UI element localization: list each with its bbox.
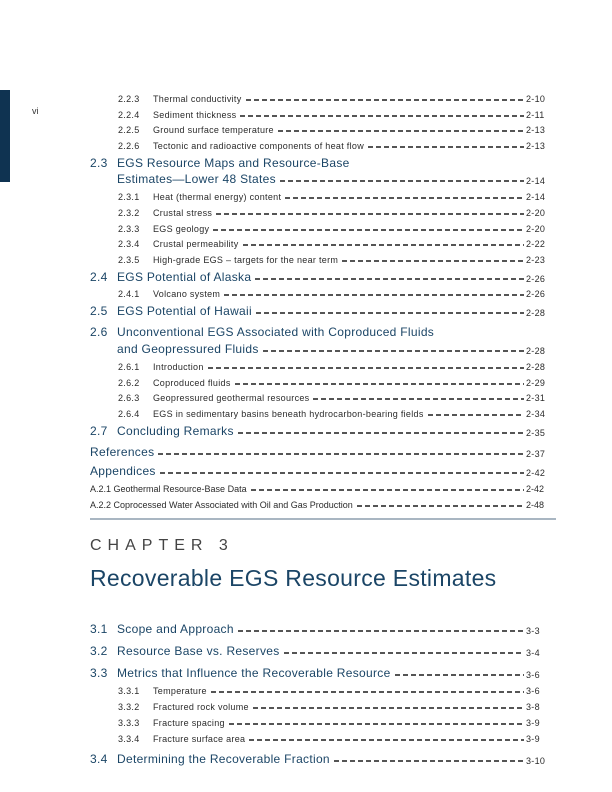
dot-leader [158,453,524,455]
toc-entry-number: 3.1 [90,622,108,636]
toc-entry-number: 2.6.1 [118,361,140,372]
toc-entry-page: 3-3 [526,626,540,636]
toc-entry-page: 2-28 [526,361,546,372]
toc-entry-page: 3-9 [526,734,540,744]
toc-entry-title: Crustal permeability [153,239,239,250]
toc-entry-number: 3.3.4 [118,734,140,744]
toc-entry-title: Fractured rock volume [153,702,249,712]
dot-leader [251,489,524,491]
dot-leader [334,760,524,762]
dot-leader [211,691,524,693]
toc-entry-title: EGS Potential of Hawaii [117,303,252,318]
toc-entry[interactable] [90,120,550,136]
dot-leader [229,723,524,725]
toc-entry-page: 2-23 [526,255,546,266]
dot-leader [249,739,524,741]
toc-entry-page: 2-42 [526,467,546,478]
toc-entry-number: 2.2.6 [118,141,140,152]
toc-chapter-3 [90,614,550,766]
toc-entry-title: Crustal stress [153,207,213,218]
toc-entry-title: Heat (thermal energy) content [153,191,282,202]
toc-entry-page: 2-31 [526,393,546,404]
toc-entry-title: Appendices [90,463,156,478]
toc-entry-page: 2-35 [526,427,546,438]
toc-entry-page: 2-14 [526,176,546,187]
toc-entry-title: Concluding Remarks [117,423,234,438]
toc-entry-number: 3.3 [90,666,108,680]
toc-entry-title: Introduction [153,361,204,372]
toc-entry[interactable] [90,443,550,460]
toc-entry-number: 2.3.1 [118,191,140,202]
toc-entry-number: 2.5 [90,303,108,318]
toc-entry[interactable] [90,88,550,104]
toc-entry[interactable] [90,660,550,680]
toc-entry-number: 3.3.1 [118,686,140,696]
toc-entry[interactable] [90,494,550,510]
toc-entry-page: 2-48 [526,499,545,510]
toc-entry-page: 2-42 [526,483,545,494]
toc-entry-title: Coproduced fluids [153,377,231,388]
toc-entry-number: 2.6.4 [118,409,140,420]
toc-entry[interactable] [90,170,550,187]
toc-entry-number: 2.3.5 [118,255,140,266]
toc-entry-page: 3-4 [526,648,540,658]
dot-leader [256,312,524,314]
toc-entry[interactable] [90,461,550,478]
toc-entry-number: 2.6 [90,325,108,340]
toc-entry-page: 2-28 [526,307,546,318]
page-number: vi [32,106,39,116]
toc-entry-page: 2-10 [526,93,546,104]
toc-entry-number: 2.3.3 [118,223,140,234]
dot-leader [368,146,524,148]
toc-entry-title: High-grade EGS – targets for the near term [153,255,339,266]
toc-entry-page: 2-28 [526,345,546,356]
dot-leader [428,414,524,416]
toc-entry-page: 3-10 [526,756,546,766]
dot-leader [238,630,524,632]
toc-entry[interactable] [90,616,550,636]
toc-entry[interactable] [90,301,550,318]
dot-leader [160,472,524,474]
toc-entry-page: 2-34 [526,409,546,420]
toc-entry[interactable] [90,234,550,250]
toc-entry[interactable] [90,267,550,284]
dot-leader [253,707,524,709]
toc-entry-title: Resource Base vs. Reserves [117,644,280,658]
toc-entry-title: Fracture surface area [153,734,246,744]
toc-entry-page: 3-9 [526,718,540,728]
toc-entry-number: 2.2.5 [118,125,140,136]
toc-entry[interactable] [90,728,550,744]
toc-chapter-2 [90,88,550,510]
chapter-tab-bar [0,90,10,182]
chapter-title: Recoverable EGS Resource Estimates [90,565,497,591]
toc-entry-page: 2-13 [526,141,546,152]
dot-leader [285,197,524,199]
toc-entry[interactable] [90,388,550,404]
toc-entry-title: Tectonic and radioactive components of heat flow [153,141,365,152]
toc-entry-title: A.2.2 Coprocessed Water Associated with Oil and Gas Production [90,499,353,510]
toc-entry-title: Fracture spacing [153,718,225,728]
toc-entry-title: Temperature [153,686,207,696]
toc-entry-title: Unconventional EGS Associated with Coproduced Fluids [117,325,435,340]
toc-entry-title: EGS Resource Maps and Resource-Base [117,155,350,170]
dot-leader [395,674,524,676]
toc-entry[interactable] [90,478,550,494]
toc-entry-title: Metrics that Influence the Recoverable Resource [117,666,391,680]
dot-leader [263,350,524,352]
toc-entry[interactable] [90,680,550,696]
dot-leader [213,229,524,231]
divider [90,518,556,520]
toc-entry-number: 2.3.4 [118,239,140,250]
toc-entry-page: 2-37 [526,449,546,460]
toc-entry-page: 2-26 [526,289,546,300]
toc-entry[interactable] [90,638,550,658]
toc-entry-number: 3.2 [90,644,108,658]
toc-entry-number: 2.4 [90,269,108,284]
dot-leader [284,652,524,654]
toc-entry-title: EGS geology [153,223,210,234]
toc-entry-line [90,153,550,170]
toc-entry-number: 3.3.3 [118,718,140,728]
dot-leader [238,432,524,434]
dot-leader [278,130,524,132]
toc-entry-title: Determining the Recoverable Fraction [117,752,330,766]
toc-entry-title-continued: and Geopressured Fluids [117,341,259,356]
toc-entry[interactable] [90,356,550,372]
toc-entry-number: 2.3.2 [118,207,140,218]
toc-entry-page: 2-22 [526,239,546,250]
toc-entry-page: 3-6 [526,670,540,680]
dot-leader [224,294,524,296]
toc-entry-title: Ground surface temperature [153,125,274,136]
toc-entry[interactable] [90,421,550,438]
toc-entry[interactable] [90,249,550,265]
toc-entry-page: 2-20 [526,207,546,218]
dot-leader [240,115,524,117]
toc-entry[interactable] [90,712,550,728]
toc-entry-page: 2-20 [526,223,546,234]
toc-entry[interactable] [90,218,550,234]
toc-entry-page: 3-8 [526,702,540,712]
toc-entry[interactable] [90,202,550,218]
toc-entry[interactable] [90,104,550,120]
toc-entry-number: 3.4 [90,752,108,766]
dot-leader [313,398,524,400]
dot-leader [243,244,524,246]
toc-entry-page: 3-6 [526,686,540,696]
toc-entry-title: Scope and Approach [117,622,234,636]
toc-entry-page: 2-29 [526,377,546,388]
toc-entry[interactable] [90,372,550,388]
toc-entry[interactable] [90,403,550,419]
dot-leader [342,260,524,262]
dot-leader [208,367,524,369]
toc-entry-number: 3.3.2 [118,702,140,712]
dot-leader [357,505,524,507]
toc-entry-page: 2-13 [526,125,546,136]
toc-entry[interactable] [90,339,550,356]
toc-entry-title: Geopressured geothermal resources [153,393,310,404]
toc-entry[interactable] [90,696,550,712]
toc-entry-number: 2.3 [90,155,108,170]
toc-entry-title: EGS Potential of Alaska [117,269,252,284]
dot-leader [235,383,524,385]
toc-entry-page: 2-14 [526,191,546,202]
toc-entry-page: 2-26 [526,273,546,284]
toc-entry-number: 2.6.2 [118,377,140,388]
dot-leader [246,99,524,101]
toc-entry-number: 2.2.3 [118,93,140,104]
toc-entry-page: 2-11 [526,109,545,120]
toc-entry-number: 2.2.4 [118,109,140,120]
toc-entry-title-continued: Estimates—Lower 48 States [117,172,276,187]
toc-entry[interactable] [90,284,550,300]
toc-entry-title: Volcano system [153,289,221,300]
toc-entry-number: 2.4.1 [118,289,140,300]
toc-entry-title: Sediment thickness [153,109,237,120]
dot-leader [216,213,524,215]
toc-entry[interactable] [90,186,550,202]
dot-leader [280,180,524,182]
toc-entry[interactable] [90,746,550,766]
dot-leader [255,278,524,280]
toc-entry-title: Thermal conductivity [153,93,242,104]
toc-entry-line [90,323,550,340]
toc-entry-number: 2.6.3 [118,393,140,404]
toc-entry-number: 2.7 [90,423,108,438]
chapter-label: CHAPTER 3 [90,537,234,554]
toc-entry[interactable] [90,135,550,151]
toc-entry-title: EGS in sedimentary basins beneath hydrocarbon-bearing fields [153,409,424,420]
toc-entry-title: References [90,445,155,460]
toc-entry-title: A.2.1 Geothermal Resource-Base Data [90,483,247,494]
